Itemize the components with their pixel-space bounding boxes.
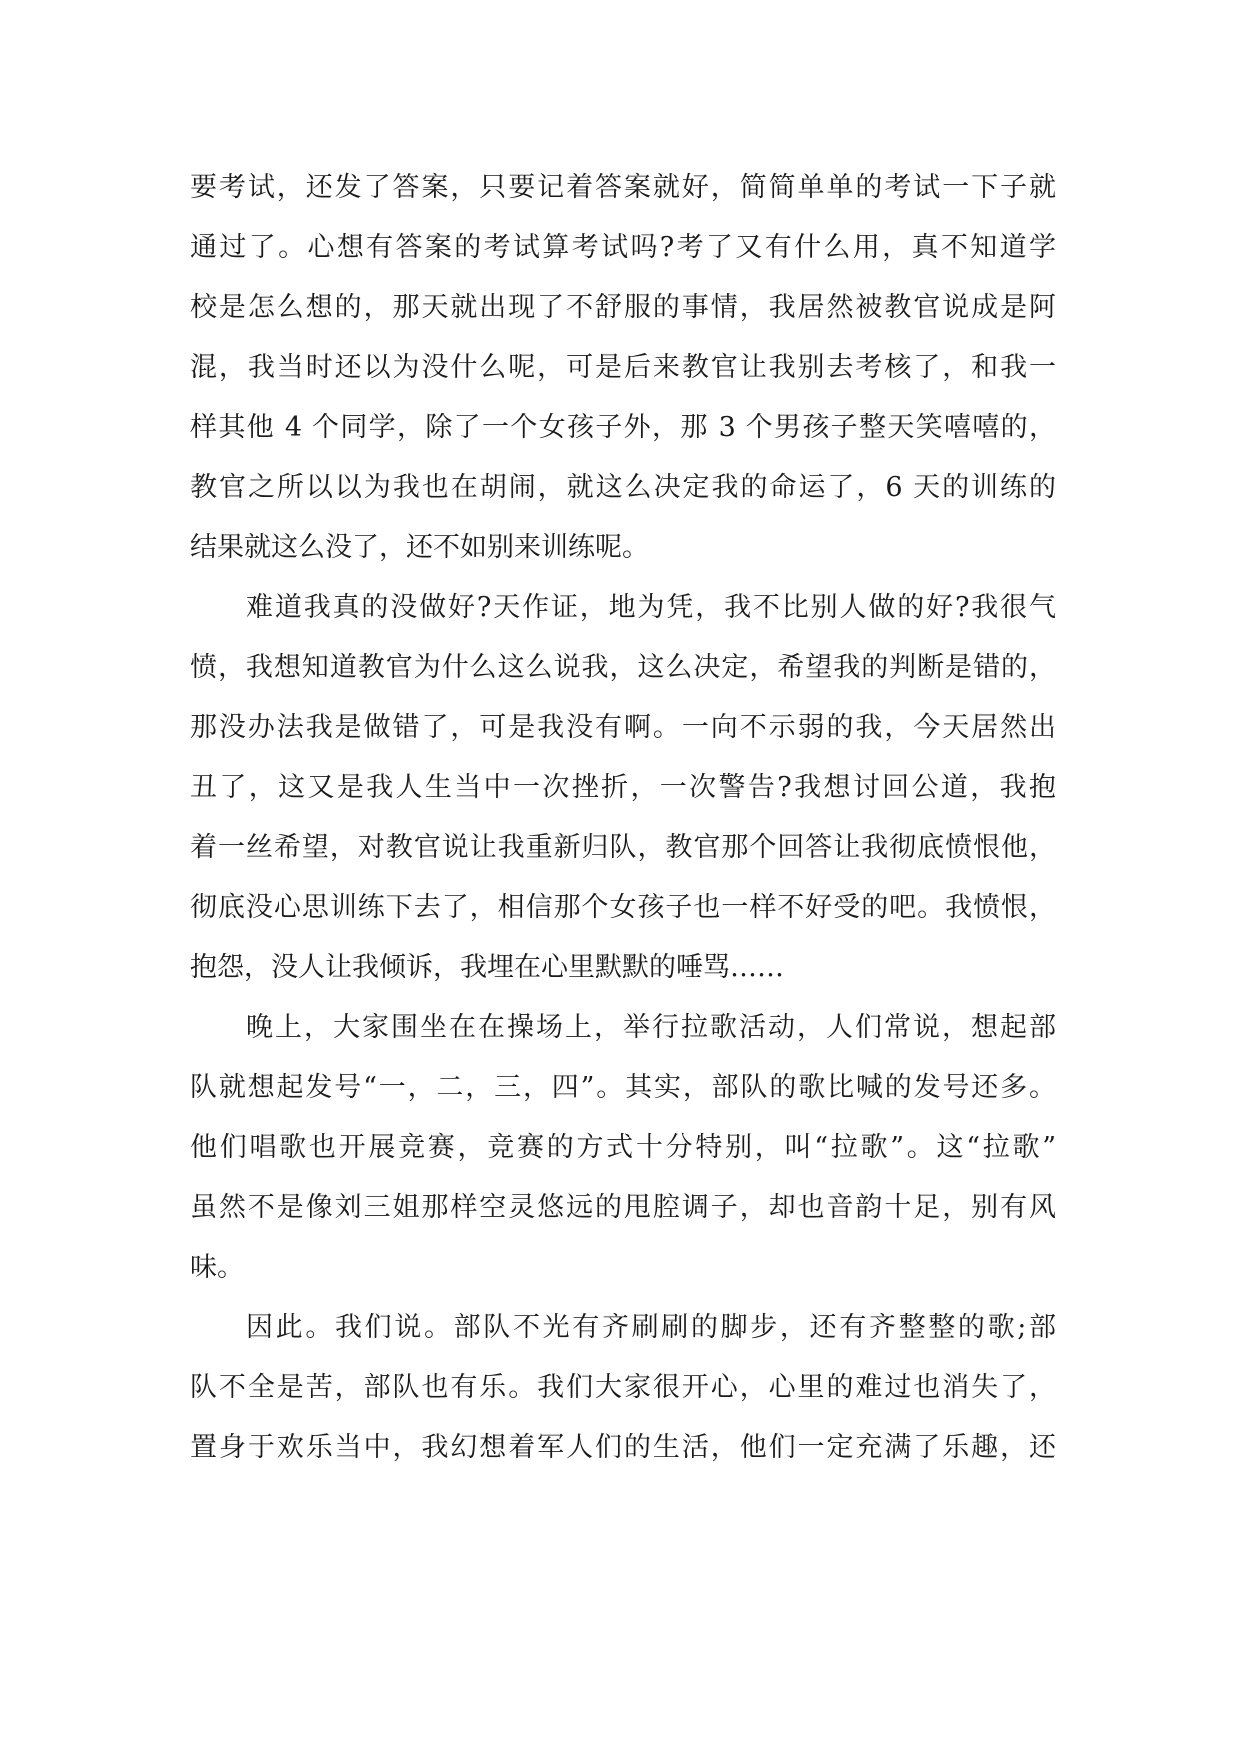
text-line: 混，我当时还以为没什么呢，可是后来教官让我别去考核了，和我一 [190,352,1056,383]
text-line: 队不全是苦，部队也有乐。我们大家很开心，心里的难过也消失了， [190,1372,1056,1403]
paragraph-1 [190,158,1056,578]
text-line: 那没办法我是做错了，可是我没有啊。一向不示弱的我，今天居然出 [190,712,1056,743]
text-line: 教官之所以以为我也在胡闹，就这么决定我的命运了，6 天的训练的 [190,472,1056,503]
text-line: 抱怨，没人让我倾诉，我埋在心里默默的唾骂…… [190,952,784,983]
paragraph-2 [190,578,1056,998]
text-line: 虽然不是像刘三姐那样空灵悠远的甩腔调子，却也音韵十足，别有风 [190,1192,1056,1223]
text-line: 味。 [190,1252,244,1283]
text-line: 因此。我们说。部队不光有齐刷刷的脚步，还有齐整整的歌;部 [246,1312,1056,1343]
paragraph-4 [190,1298,1056,1478]
text-line: 彻底没心思训练下去了，相信那个女孩子也一样不好受的吧。我愤恨， [190,892,1056,923]
paragraph-3 [190,998,1056,1298]
text-line: 结果就这么没了，还不如别来训练呢。 [190,532,649,563]
text-line: 置身于欢乐当中，我幻想着军人们的生活，他们一定充满了乐趣，还 [190,1432,1056,1463]
text-line: 样其他 4 个同学，除了一个女孩子外，那 3 个男孩子整天笑嘻嘻的， [190,412,1056,443]
text-line: 要考试，还发了答案，只要记着答案就好，简简单单的考试一下子就 [190,172,1056,203]
text-line: 晚上，大家围坐在在操场上，举行拉歌活动，人们常说，想起部 [246,1012,1056,1043]
text-line: 通过了。心想有答案的考试算考试吗?考了又有什么用，真不知道学 [190,232,1056,263]
text-line: 着一丝希望，对教官说让我重新归队，教官那个回答让我彻底愤恨他， [190,832,1056,863]
text-line: 校是怎么想的，那天就出现了不舒服的事情，我居然被教官说成是阿 [190,292,1056,323]
text-line: 队就想起发号“一，二，三，四”。其实，部队的歌比喊的发号还多。 [190,1072,1056,1103]
text-line: 他们唱歌也开展竞赛，竞赛的方式十分特别，叫“拉歌”。这“拉歌” [190,1132,1056,1163]
text-line: 愤，我想知道教官为什么这么说我，这么决定，希望我的判断是错的， [190,652,1056,683]
document-body [190,158,1056,1478]
text-line: 丑了，这又是我人生当中一次挫折，一次警告?我想讨回公道，我抱 [190,772,1056,803]
text-line: 难道我真的没做好?天作证，地为凭，我不比别人做的好?我很气 [246,592,1056,623]
